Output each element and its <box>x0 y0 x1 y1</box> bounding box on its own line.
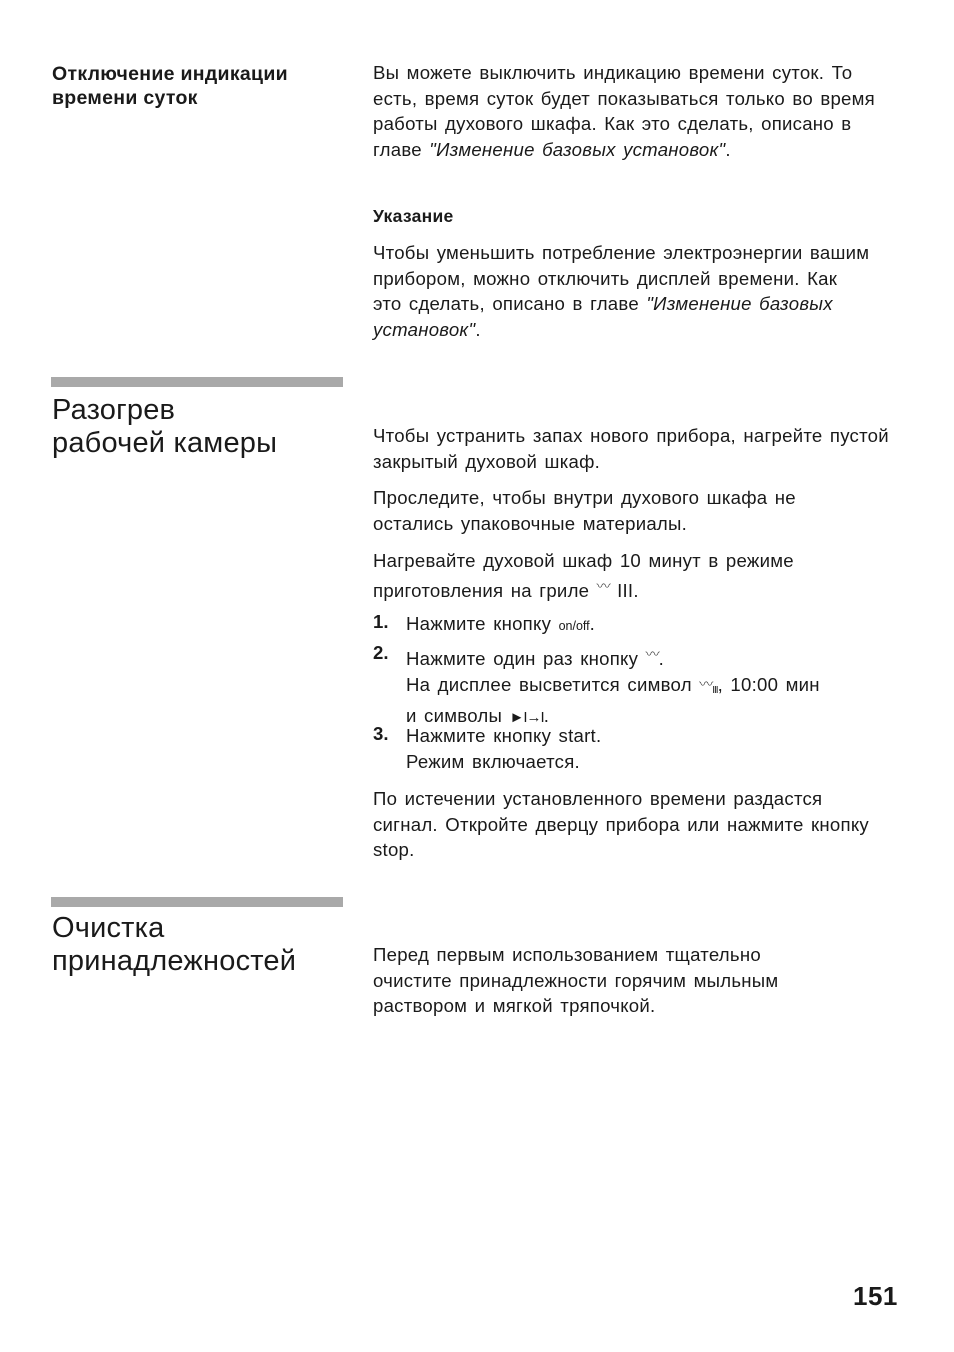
section-heading-time-display: Отключение индикации времени суток <box>52 63 288 109</box>
step-text: Нажмите кнопку start. <box>406 725 602 746</box>
paragraph-text: Вы можете выключить индикацию времени суток. То есть, время суток будет показываться только во время работы духового шкафа. Как это сделать, описано в главе <box>373 62 875 160</box>
step-result: Режим включается. <box>406 750 580 772</box>
section-divider <box>51 897 343 907</box>
step-text: Нажмите кнопку <box>406 613 559 634</box>
paragraph-energy-saving <box>373 240 873 342</box>
paragraph-smell: Чтобы устранить запах нового прибора, нагрейте пустой закрытый духовой шкаф. <box>373 425 889 472</box>
paragraph-time-display-off <box>373 60 893 162</box>
chapter-reference: "Изменение базовых установок" <box>373 293 833 340</box>
section-divider <box>51 377 343 387</box>
period: . <box>658 648 664 669</box>
paragraph-text-end: III. <box>609 579 639 601</box>
section-heading-cleaning: Очистка принадлежностей <box>52 912 297 977</box>
on-off-button-label: on/off <box>558 619 590 633</box>
paragraph-text: Чтобы уменьшить потребление электроэнергии вашим прибором, можно отключить дисплей времени. Как это сделать, описано в главе <box>373 242 870 314</box>
period: . <box>475 318 481 340</box>
page-number: 151 <box>853 1281 898 1311</box>
note-label: Указание <box>373 206 454 226</box>
step-text: , 10:00 мин <box>717 673 820 695</box>
grill-icon: 〰 <box>645 646 659 662</box>
step-2 <box>406 642 886 731</box>
grill-icon: 〰 <box>596 577 610 594</box>
section-heading-preheat: Разогрев рабочей камеры <box>52 394 278 459</box>
period: . <box>589 613 596 634</box>
step-3 <box>406 723 886 774</box>
chapter-reference: "Изменение базовых установок" <box>429 138 726 160</box>
step-number: 3. <box>373 723 389 744</box>
paragraph-heat-10min <box>373 548 873 603</box>
paragraph-packaging: Проследите, чтобы внутри духового шкафа не остались упаковочные материалы. <box>373 487 796 534</box>
step-text: Нажмите один раз кнопку <box>406 648 646 669</box>
step-text: и символы <box>406 705 510 726</box>
step-number: 2. <box>373 642 389 663</box>
step-1 <box>406 611 886 640</box>
paragraph-text: Нагревайте духовой шкаф 10 минут в режиме приготовления на гриле <box>373 550 794 601</box>
play-skip-icon: ►I→I <box>509 709 544 726</box>
step-number: 1. <box>373 611 389 632</box>
paragraph-cleaning: Перед первым использованием тщательно очистите принадлежности горячим мыльным раствором и мягкой тряпочкой. <box>373 944 779 1016</box>
period: . <box>543 705 550 726</box>
period: . <box>725 138 731 160</box>
grill-level-3-icon: 〰$_{III}$ <box>699 675 718 696</box>
paragraph-signal: По истечении установленного времени раздастся сигнал. Откройте дверцу прибора или нажмите кнопку stop. <box>373 788 869 860</box>
step-text: На дисплее высветится символ <box>406 673 700 695</box>
